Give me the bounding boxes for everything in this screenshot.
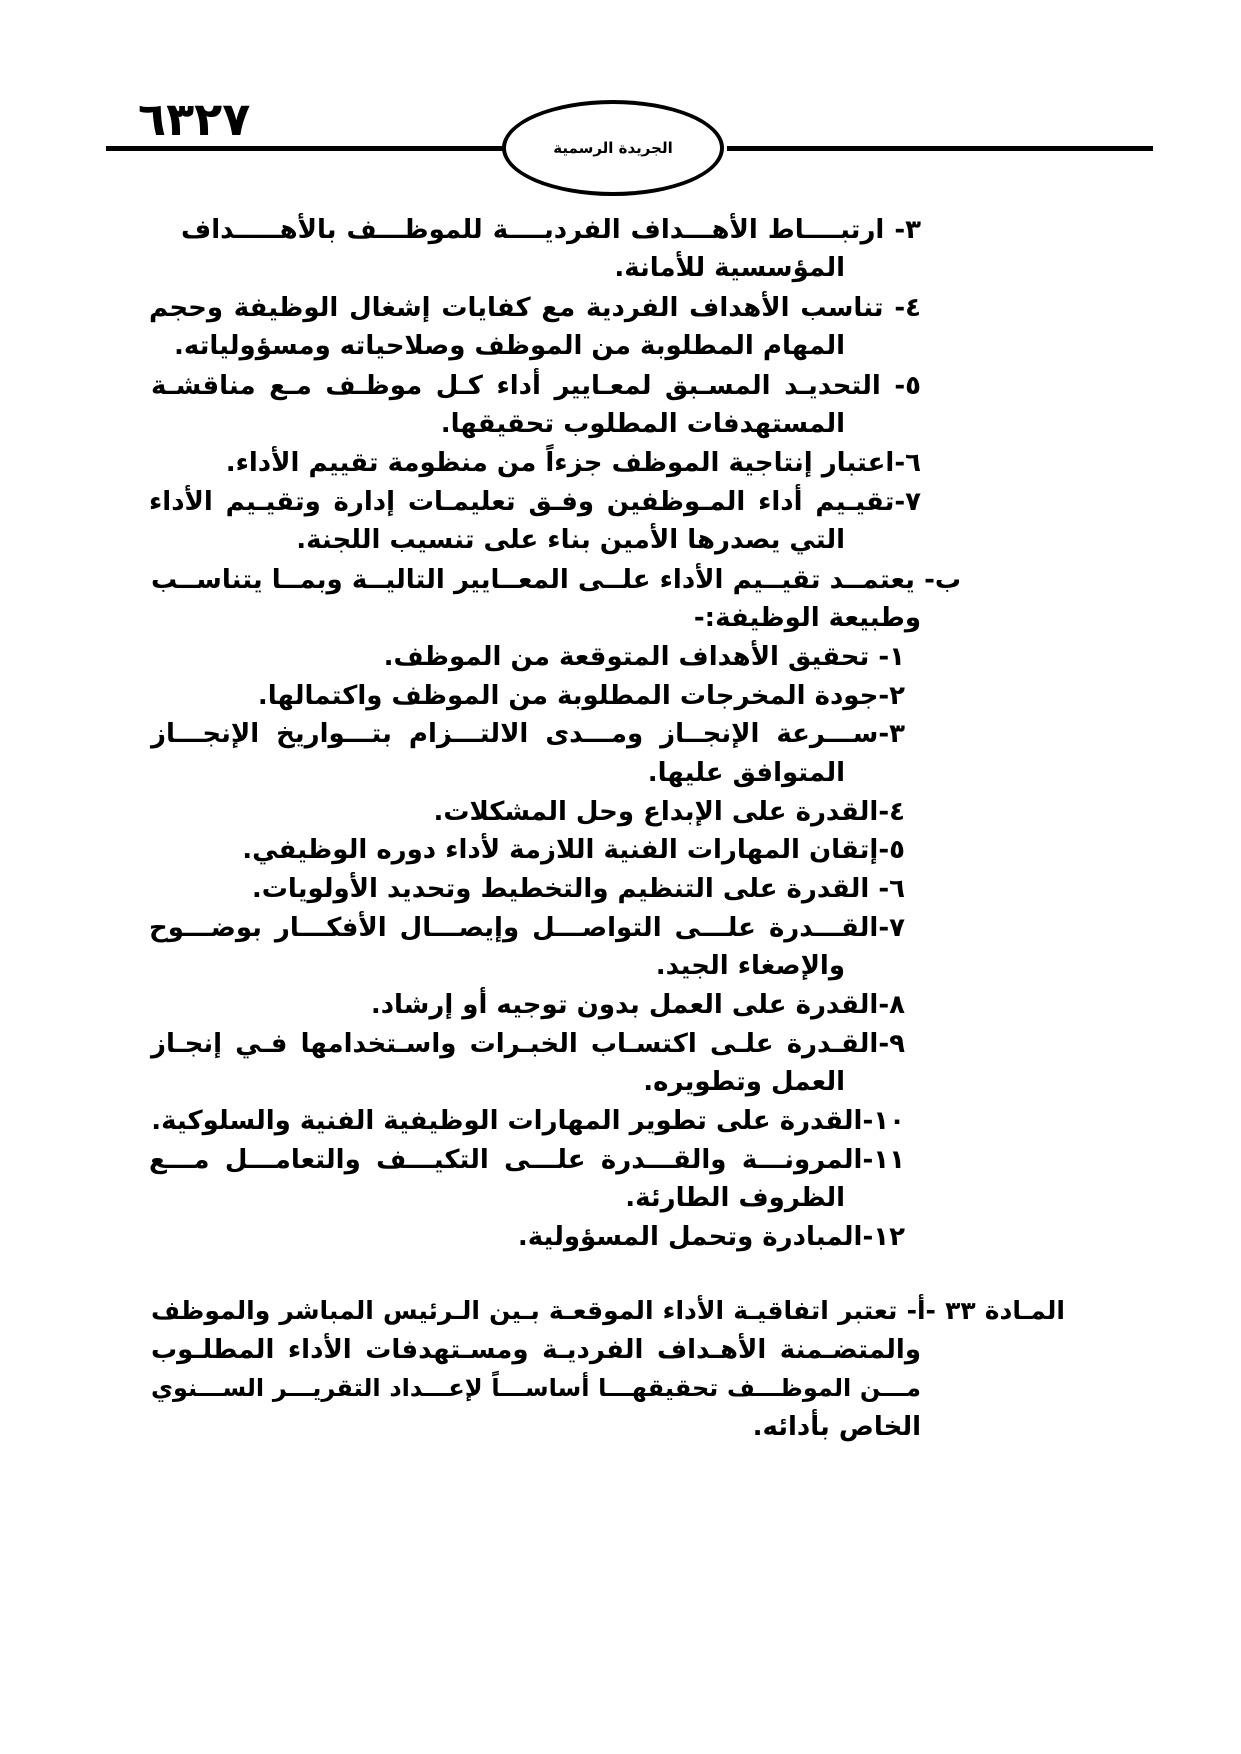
text-line: المؤسسية للأمانة. [614, 253, 845, 283]
text-line: المهام المطلوبة من الموظف وصلاحياته ومسؤولياته. [174, 331, 845, 361]
text-line: المتوافق عليها. [647, 758, 845, 788]
text-line: والمتضـمنة الأهـداف الفرديـة ومسـتهدفات الأداء المطلـوب [151, 1335, 921, 1365]
text-line: التي يصدرها الأمين بناء على تنسيب اللجنة. [296, 525, 845, 555]
gazette-masthead [502, 100, 724, 196]
text-line: الخاص بأدائه. [752, 1412, 921, 1442]
text-line: المـادة ٣٣ -أ- تعتبر اتفاقيـة الأداء الموقعـة بـين الـرئيس المباشر والموظف [151, 1296, 1065, 1325]
text-line: ١٢-المبادرة وتحمل المسؤولية. [517, 1222, 905, 1252]
header-rule-left [106, 146, 506, 151]
text-line: ٨-القدرة على العمل بدون توجيه أو إرشاد. [370, 990, 905, 1020]
text-line: ٢-جودة المخرجات المطلوبة من الموظف واكتمالها. [257, 681, 905, 711]
text-line: ٣- ارتبــــاط الأهـــداف الفرديــــة للموظـــف بالأهـــــداف [181, 215, 921, 245]
text-line: المستهدفات المطلوب تحقيقها. [440, 409, 845, 439]
text-line: ١٠-القدرة على تطوير المهارات الوظيفية الفنية والسلوكية. [151, 1106, 905, 1136]
page-number: ٦٣٢٧ [138, 92, 251, 146]
text-line: ١١-المرونـــة والقـــدرة علـــى التكيـــف والتعامـــل مـــع [149, 1145, 905, 1175]
text-line: ٧-تقيـيم أداء المـوظفين وفـق تعليمـات إدارة وتقيـيم الأداء [149, 487, 921, 517]
text-line: ٥-إتقان المهارات الفنية اللازمة لأداء دوره الوظيفي. [242, 835, 905, 865]
text-line: ٧-القـــدرة علـــى التواصـــل وإيصـــال الأفكـــار بوضـــوح [149, 913, 905, 943]
text-line: وطبيعة الوظيفة:- [693, 603, 921, 633]
text-line: ٥- التحديـد المسـبق لمعـايير أداء كـل موظـف مـع مناقشـة [151, 371, 921, 401]
text-line: ٦-اعتبار إنتاجية الموظف جزءاً من منظومة تقييم الأداء. [225, 448, 921, 478]
text-line: ٦- القدرة على التنظيم والتخطيط وتحديد الأولويات. [251, 874, 905, 904]
text-line: ١- تحقيق الأهداف المتوقعة من الموظف. [383, 642, 905, 672]
header-rule-right [727, 146, 1153, 151]
text-line: مـــن الموظـــف تحقيقهـــا أساســـاً لإعـــداد التقريـــر الســـنوي [151, 1374, 921, 1402]
text-line: ب- يعتمــد تقيــيم الأداء علــى المعــايير التاليــة وبمــا يتناســب [151, 565, 961, 595]
text-line: العمل وتطويره. [643, 1067, 845, 1097]
text-line: ٣-ســـرعة الإنجــاز ومـــدى الالتـــزام بتـــواريخ الإنجـــاز [151, 719, 905, 749]
text-line: ٤- تناسب الأهداف الفردية مع كفايات إشغال الوظيفة وحجم [149, 293, 921, 323]
text-line: ٤-القدرة على الإبداع وحل المشكلات. [433, 797, 905, 827]
text-line: والإصغاء الجيد. [655, 951, 845, 981]
text-line: ٩-القـدرة علـى اكتسـاب الخبـرات واسـتخدامها فـي إنجـاز [151, 1029, 905, 1059]
gazette-name: الجريدة الرسمية [553, 139, 673, 157]
text-line: الظروف الطارئة. [625, 1183, 845, 1213]
